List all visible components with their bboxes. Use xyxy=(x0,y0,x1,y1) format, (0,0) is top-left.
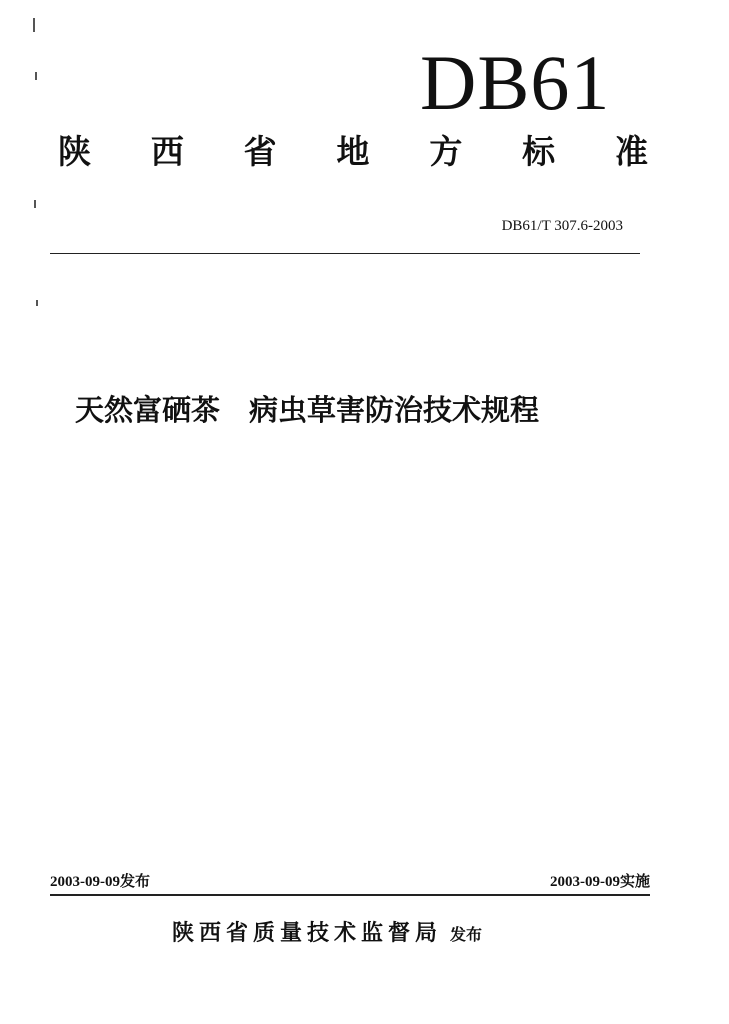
standard-type-char: 方 xyxy=(429,132,463,171)
date-row xyxy=(50,872,650,892)
standard-type-char: 准 xyxy=(614,132,648,171)
scan-mark xyxy=(34,200,36,208)
standard-type-char: 地 xyxy=(336,132,370,171)
standard-type-char: 标 xyxy=(522,132,556,171)
implementation-date: 2003-09-09实施 xyxy=(550,874,650,890)
issuer-name: 陕西省质量技术监督局 xyxy=(172,921,443,946)
issue-date: 2003-09-09发布 xyxy=(50,874,150,890)
standard-number: DB61/T 307.6-2003 xyxy=(501,218,623,234)
standard-type-char: 西 xyxy=(150,132,184,171)
footer-divider xyxy=(50,894,650,896)
issuer-line xyxy=(172,916,482,947)
standard-type-char: 陕 xyxy=(58,132,91,171)
issuer-action: 发布 xyxy=(450,925,483,944)
scan-mark xyxy=(33,18,35,32)
standard-code-large: DB61 xyxy=(420,39,611,126)
header-divider xyxy=(50,253,640,254)
standard-type-heading xyxy=(58,130,648,174)
document-title: 天然富硒茶 病虫草害防治技术规程 xyxy=(75,393,540,427)
scan-mark xyxy=(35,72,37,80)
scan-mark xyxy=(36,300,38,306)
standard-type-char: 省 xyxy=(243,132,277,171)
